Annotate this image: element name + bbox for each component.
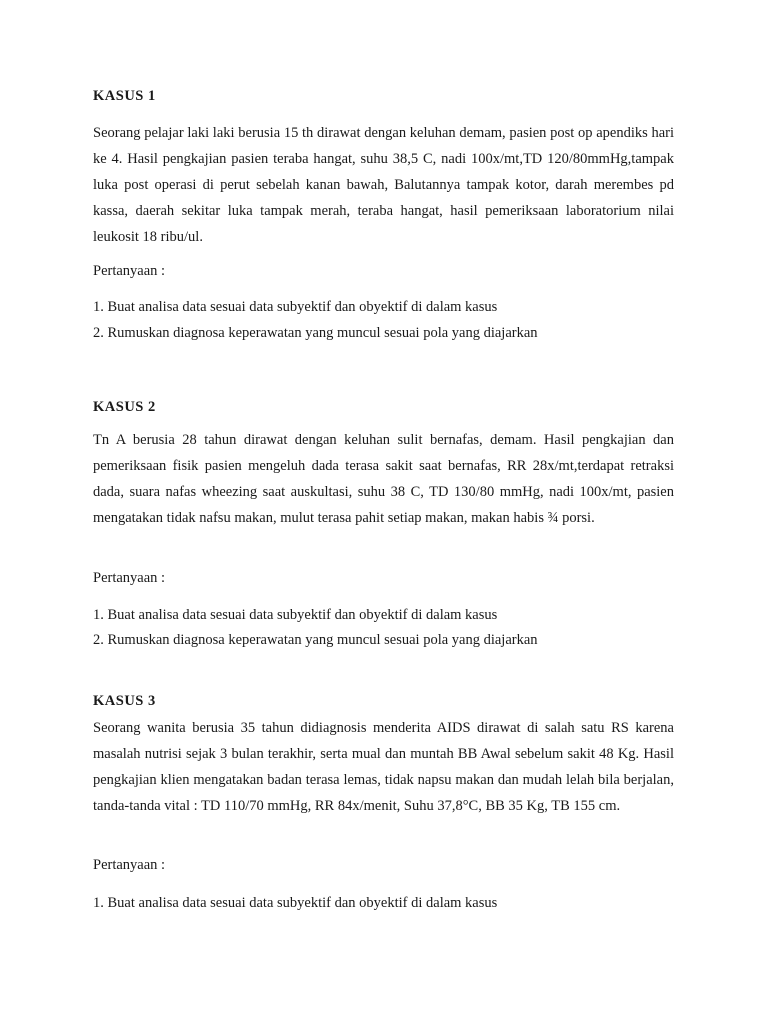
kasus-3-question-label: Pertanyaan : bbox=[93, 857, 166, 873]
kasus-3-body: Seorang wanita berusia 35 tahun didiagnosis menderita AIDS dirawat di salah satu RS karena masalah nutrisi sejak 3 bulan terakhir, serta mual dan muntah BB Awal sebelum sakit 48 Kg. Hasil pengkajian klien mengatakan badan terasa lemas, tidak napsu makan dan mudah lelah bila berjalan, tanda-tanda vital : TD 110/70 mmHg, RR 84x/menit, Suhu 37,8°C, BB 35 Kg, TB 155 cm. bbox=[93, 720, 674, 814]
kasus-2-body: Tn A berusia 28 tahun dirawat dengan keluhan sulit bernafas, demam. Hasil pengkajian dan pemeriksaan fisik pasien mengeluh dada terasa sakit saat bernafas, RR 28x/mt,terdapat retraksi dada, suara nafas wheezing saat auskultasi, suhu 38 C, TD 130/80 mmHg, nadi 100x/mt, pasien mengatakan tidak nafsu makan, mulut terasa pahit setiap makan, makan habis ¾ porsi. bbox=[93, 432, 674, 526]
kasus-1-body: Seorang pelajar laki laki berusia 15 th dirawat dengan keluhan demam, pasien post op apendiks hari ke 4. Hasil pengkajian pasien teraba hangat, suhu 38,5 C, nadi 100x/mt,TD 120/80mmHg,tampak luka post operasi di perut sebelah kanan bawah, Balutannya tampak kotor, darah merembes pd kassa, daerah sekitar luka tampak merah, teraba hangat, hasil pemeriksaan laboratorium nilai leukosit 18 ribu/ul. bbox=[93, 125, 674, 245]
kasus-2-title: KASUS 2 bbox=[93, 399, 156, 415]
kasus-2-question-1: 1. Buat analisa data sesuai data subyektif dan obyektif di dalam kasus bbox=[93, 607, 498, 623]
kasus-3-question-1: 1. Buat analisa data sesuai data subyektif dan obyektif di dalam kasus bbox=[93, 895, 498, 911]
kasus-1-question-1: 1. Buat analisa data sesuai data subyektif dan obyektif di dalam kasus bbox=[93, 299, 498, 315]
kasus-2-question-2: 2. Rumuskan diagnosa keperawatan yang muncul sesuai pola yang diajarkan bbox=[93, 632, 538, 648]
kasus-1-question-2: 2. Rumuskan diagnosa keperawatan yang muncul sesuai pola yang diajarkan bbox=[93, 325, 538, 341]
kasus-1-title: KASUS 1 bbox=[93, 88, 156, 104]
kasus-1-question-label: Pertanyaan : bbox=[93, 263, 166, 279]
kasus-3-title: KASUS 3 bbox=[93, 693, 156, 709]
kasus-2-question-label: Pertanyaan : bbox=[93, 570, 166, 586]
